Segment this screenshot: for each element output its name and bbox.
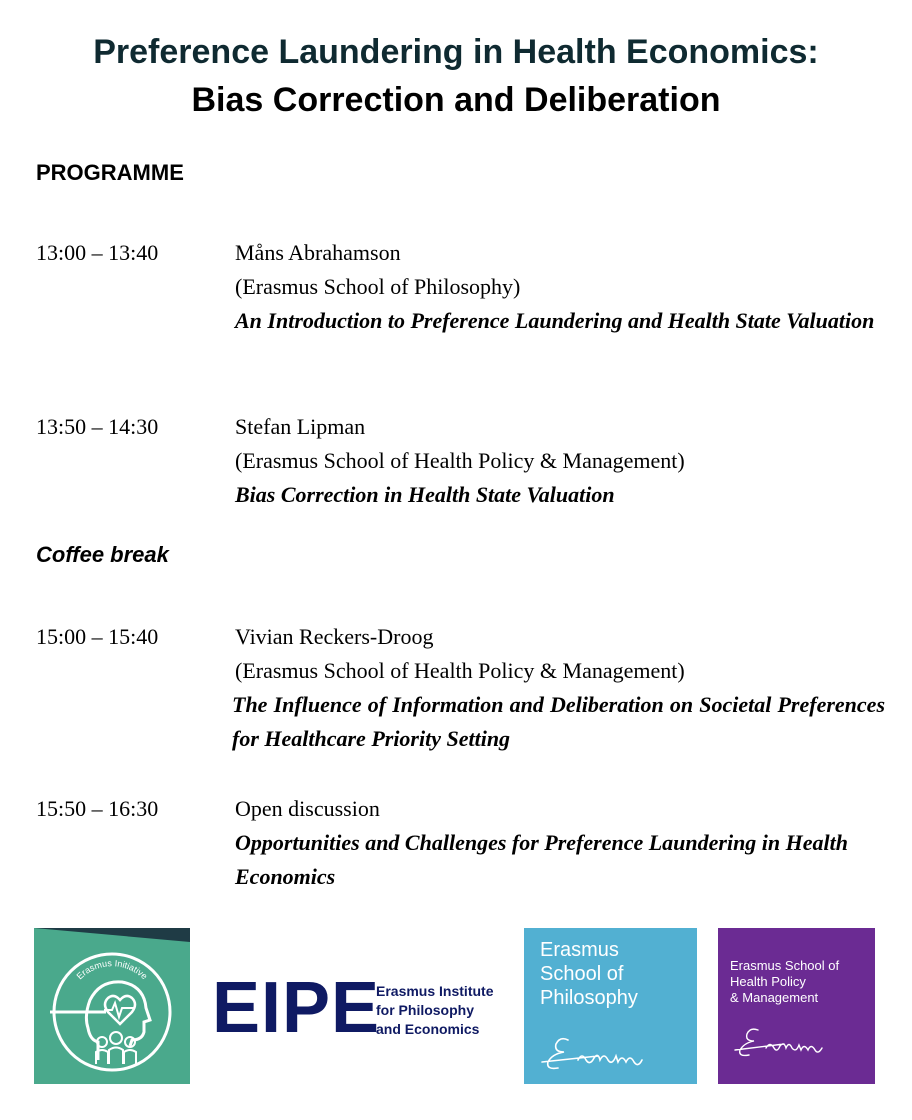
esp-line: Philosophy [540, 987, 638, 1009]
session-info [235, 792, 885, 894]
event-title-line2: Bias Correction and Deliberation [191, 81, 721, 119]
eipe-line: Erasmus Institute [376, 983, 494, 999]
programme-heading: PROGRAMME [36, 160, 184, 185]
esp-line: Erasmus [540, 939, 619, 961]
session-affiliation: (Erasmus School of Health Policy & Management) [235, 658, 685, 683]
eipe-logo-text [376, 982, 516, 1039]
session-info [235, 236, 885, 338]
esp-logo-text [540, 938, 638, 1010]
erasmus-school-health-policy-logo [718, 928, 875, 1084]
session-speaker: Open discussion [235, 796, 380, 821]
erasmus-initiative-logo [34, 928, 190, 1084]
session-time: 13:00 – 13:40 [36, 240, 159, 265]
session-talk-title: The Influence of Information and Deliberation on Societal Preferences for Healthcare Priority Setting [232, 692, 885, 751]
session-time: 13:50 – 14:30 [36, 414, 159, 439]
session-talk-title: Opportunities and Challenges for Preference Laundering in Health Economics [235, 830, 848, 889]
erasmus-initiative-emblem [34, 928, 190, 1084]
eipe-line: for Philosophy [376, 1002, 474, 1018]
session-speaker: Vivian Reckers-Droog [235, 624, 434, 649]
eipe-line: and Economics [376, 1021, 480, 1037]
coffee-break: Coffee break [36, 542, 169, 567]
session-time: 15:50 – 16:30 [36, 796, 159, 821]
erasmus-school-of-philosophy-logo [524, 928, 697, 1084]
eipe-logo-acronym: EIPE [212, 968, 381, 1048]
eshpm-line: Erasmus School of [730, 958, 840, 973]
event-title-line1: Preference Laundering in Health Economics: [93, 33, 819, 71]
session-speaker: Stefan Lipman [235, 414, 366, 439]
eshpm-line: & Management [730, 990, 819, 1005]
esp-line: School of [540, 963, 624, 985]
eshpm-line: Health Policy [730, 974, 806, 989]
session-affiliation: (Erasmus School of Health Policy & Management) [235, 448, 685, 473]
session-talk-title: An Introduction to Preference Laundering and Health State Valuation [235, 308, 875, 333]
erasmus-signature-icon [538, 1032, 678, 1074]
session-talk-title: Bias Correction in Health State Valuation [235, 482, 615, 507]
erasmus-initiative-label: Erasmus Initiative [74, 958, 150, 982]
session-time: 15:00 – 15:40 [36, 624, 159, 649]
session-speaker: Måns Abrahamson [235, 240, 401, 265]
erasmus-signature-icon [732, 1024, 852, 1060]
session-affiliation: (Erasmus School of Philosophy) [235, 274, 521, 299]
session-info [232, 620, 885, 756]
eshpm-logo-text [730, 958, 839, 1006]
session-info [235, 410, 885, 512]
